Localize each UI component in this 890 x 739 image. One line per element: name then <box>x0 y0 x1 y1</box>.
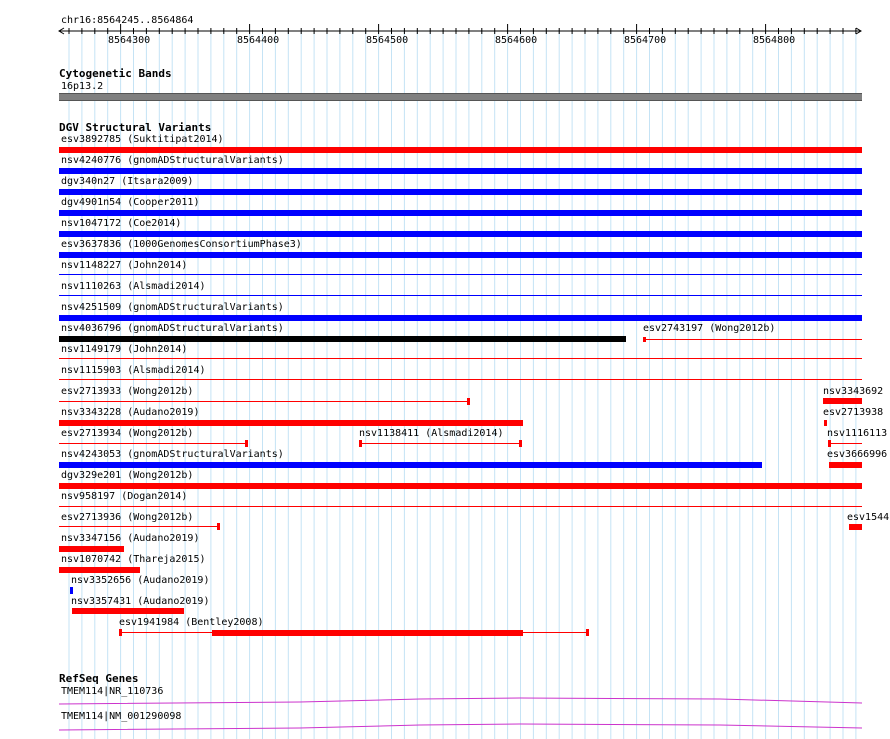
refseq-gene-label: TMEM114|NM_001290098 <box>61 711 182 722</box>
tick-label: 8564400 <box>237 35 280 46</box>
sv-label[interactable]: dgv329e201 (Wong2012b) <box>61 470 194 481</box>
sv-label[interactable]: nsv958197 (Dogan2014) <box>61 491 188 502</box>
sv-label[interactable]: esv2713933 (Wong2012b) <box>61 386 194 397</box>
sv-label[interactable]: nsv4036796 (gnomADStructuralVariants) <box>61 323 284 334</box>
tick-label: 8564500 <box>366 35 409 46</box>
sv-label[interactable]: nsv1047172 (Coe2014) <box>61 218 182 229</box>
sv-label[interactable]: nsv1110263 (Alsmadi2014) <box>61 281 206 292</box>
tick-label: 8564700 <box>624 35 667 46</box>
sv-label[interactable]: esv3666996 <box>827 449 888 460</box>
refseq-gene-label: TMEM114|NR_110736 <box>61 686 164 697</box>
position-label: chr16:8564245..8564864 <box>61 15 194 26</box>
sv-label[interactable]: nsv3343692 <box>823 386 884 397</box>
tick-label: 8564800 <box>753 35 796 46</box>
sv-label[interactable]: nsv1115903 (Alsmadi2014) <box>61 365 206 376</box>
sv-label[interactable]: nsv3347156 (Audano2019) <box>61 533 200 544</box>
cytoband-track-title: Cytogenetic Bands <box>59 67 172 80</box>
sv-label[interactable]: esv2713934 (Wong2012b) <box>61 428 194 439</box>
sv-label[interactable]: dgv4901n54 (Cooper2011) <box>61 197 200 208</box>
tick-label: 8564600 <box>495 35 538 46</box>
gene-line <box>59 698 862 704</box>
sv-label[interactable]: esv3892785 (Suktitipat2014) <box>61 134 224 145</box>
sv-label[interactable]: nsv1116113 <box>827 428 888 439</box>
sv-label[interactable]: esv1544 <box>847 512 890 523</box>
sv-label[interactable]: nsv1149179 (John2014) <box>61 344 188 355</box>
sv-label[interactable]: nsv3352656 (Audano2019) <box>71 575 210 586</box>
sv-label[interactable]: esv1941984 (Bentley2008) <box>119 617 264 628</box>
tick-label: 8564300 <box>108 35 151 46</box>
sv-label[interactable]: nsv1138411 (Alsmadi2014) <box>359 428 504 439</box>
dgv-track-title: DGV Structural Variants <box>59 121 212 134</box>
sv-label[interactable]: nsv1148227 (John2014) <box>61 260 188 271</box>
sv-label[interactable]: nsv4240776 (gnomADStructuralVariants) <box>61 155 284 166</box>
sv-label[interactable]: nsv1070742 (Thareja2015) <box>61 554 206 565</box>
cytoband-label: 16p13.2 <box>61 81 104 92</box>
gene-line <box>59 724 862 730</box>
sv-label[interactable]: esv2713938 <box>823 407 884 418</box>
sv-label[interactable]: esv2743197 (Wong2012b) <box>643 323 776 334</box>
sv-label[interactable]: esv2713936 (Wong2012b) <box>61 512 194 523</box>
sv-label[interactable]: esv3637836 (1000GenomesConsortiumPhase3) <box>61 239 302 250</box>
sv-label[interactable]: nsv4251509 (gnomADStructuralVariants) <box>61 302 284 313</box>
sv-label[interactable]: nsv3357431 (Audano2019) <box>71 596 210 607</box>
sv-label[interactable]: dgv340n27 (Itsara2009) <box>61 176 194 187</box>
sv-label[interactable]: nsv3343228 (Audano2019) <box>61 407 200 418</box>
refseq-track-title: RefSeq Genes <box>59 672 139 685</box>
sv-label[interactable]: nsv4243053 (gnomADStructuralVariants) <box>61 449 284 460</box>
